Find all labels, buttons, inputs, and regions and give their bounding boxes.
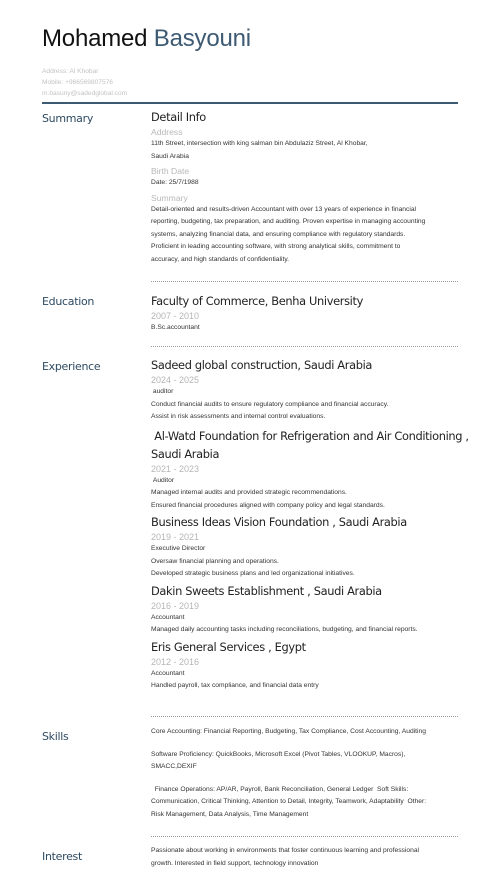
job-entry: [151, 358, 459, 424]
summary-line: systems, analyzing financial data, and ensuring compliance with regulatory standards.: [151, 230, 406, 238]
skills-line: Finance Operations: AP/AR, Payroll, Bank Reconciliation, General Ledger Soft Skills:: [151, 785, 409, 793]
section-title-skills: Skills: [42, 730, 69, 743]
section-divider: [151, 281, 458, 282]
job-role: Accountant: [151, 613, 185, 621]
summary-body: [151, 110, 459, 266]
summary-line: accuracy, and high standards of confidentiality.: [151, 255, 290, 263]
interest-body: [151, 845, 459, 870]
job-detail: Developed strategic business plans and led organizational initiatives.: [151, 570, 355, 577]
school-name: Faculty of Commerce, Benha University: [151, 294, 363, 308]
job-detail: Ensured financial procedures aligned with company policy and legal standards.: [151, 501, 385, 509]
company-name: Eris General Services , Egypt: [151, 639, 306, 654]
summary-line: Proficient in leading accounting software, with strong analytical skills, commitment to: [151, 243, 401, 250]
interest-line: Passionate about working in environments that foster continuous learning and professional: [151, 847, 420, 854]
company-name: Dakin Sweets Establishment , Saudi Arabia: [151, 583, 382, 598]
section-divider: [151, 716, 458, 717]
job-detail: Managed internal audits and provided strategic recommendations.: [151, 489, 347, 496]
company-name: Sadeed global construction, Saudi Arabia: [151, 358, 373, 372]
job-entry: [151, 515, 459, 581]
company-name: Business Ideas Vision Foundation , Saudi Arabia: [151, 515, 407, 529]
job-role: Executive Director: [151, 545, 206, 552]
skills-line: Risk Management, Data Analysis, Time Management: [151, 810, 309, 818]
education-dates: 2007 - 2010: [151, 311, 200, 321]
job-role: auditor: [151, 388, 174, 395]
job-dates: 2024 - 2025: [151, 375, 200, 385]
company-name: Saudi Arabia: [151, 446, 220, 461]
contact-email[interactable]: m.basuny@sadedglobal.com: [42, 90, 128, 97]
last-name: Basyouni: [153, 25, 251, 52]
summary-line: reporting, budgeting, tax preparation, and auditing. Proven expertise in managing accounting: [151, 218, 426, 225]
skills-line: SMACC,DEXIF: [151, 763, 197, 770]
skills-body: [151, 726, 459, 821]
section-divider: [151, 346, 458, 347]
job-dates: 2012 - 2016: [151, 656, 200, 667]
job-dates: 2016 - 2019: [151, 600, 200, 611]
birth-date-value: Date: 25/7/1988: [151, 179, 199, 186]
job-dates: 2021 - 2023: [151, 463, 200, 474]
header-divider: [42, 102, 458, 104]
address-label: Address: [151, 127, 183, 137]
job-detail: Conduct financial audits to ensure regulatory compliance and financial accuracy.: [151, 400, 389, 408]
job-dates: 2019 - 2021: [151, 532, 200, 542]
skills-line: Core Accounting: Financial Reporting, Budgeting, Tax Compliance, Cost Accounting, Auditing: [151, 728, 426, 735]
contact-block: [42, 66, 127, 99]
summary-line: Detail-oriented and results-driven Accountant with over 13 years of experience in financial: [151, 205, 417, 213]
address-line: 11th Street, intersection with king salman bin Abdulaziz Street, Al Khobar,: [151, 140, 368, 147]
section-title-interest: Interest: [42, 850, 82, 863]
candidate-name: [42, 24, 251, 54]
section-divider: [151, 836, 458, 837]
company-name: Al-Watd Foundation for Refrigeration and Air Conditioning ,: [151, 428, 469, 443]
first-name: Mohamed: [42, 25, 148, 52]
job-entry: [151, 640, 459, 693]
job-detail: Oversaw financial planning and operations.: [151, 557, 279, 565]
job-entry: [151, 584, 459, 637]
experience-body: [151, 358, 469, 693]
summary-label: Summary: [151, 192, 188, 203]
job-detail: Assist in risk assessments and internal control evaluations.: [151, 413, 326, 420]
job-detail: Managed daily accounting tasks including reconciliations, budgeting, and financial reports.: [151, 626, 418, 633]
interest-line: growth. Interested in field support, technology innovation: [151, 859, 319, 867]
contact-address: Address: Al Khobar: [42, 68, 99, 75]
detail-info-heading: Detail Info: [151, 110, 206, 124]
skills-line: Communication, Critical Thinking, Attention to Detail, Integrity, Teamwork, Adaptability Other:: [151, 798, 427, 805]
job-detail: Handled payroll, tax compliance, and financial data entry: [151, 682, 319, 689]
education-body: [151, 294, 459, 335]
section-title-experience: Experience: [42, 360, 101, 373]
skills-line: Software Proficiency: QuickBooks, Microsoft Excel (Pivot Tables, VLOOKUP, Macros),: [151, 750, 406, 758]
section-title-education: Education: [42, 295, 95, 308]
job-entry: [151, 427, 469, 513]
section-title-summary: Summary: [42, 112, 94, 125]
job-role: Auditor: [151, 476, 175, 484]
job-role: Accountant: [151, 669, 185, 677]
address-line: Saudi Arabia: [151, 152, 189, 160]
contact-mobile: Mobile: +966569807576: [42, 79, 113, 86]
degree: B.Sc.accountant: [151, 324, 200, 331]
birth-date-label: Birth Date: [151, 166, 190, 176]
